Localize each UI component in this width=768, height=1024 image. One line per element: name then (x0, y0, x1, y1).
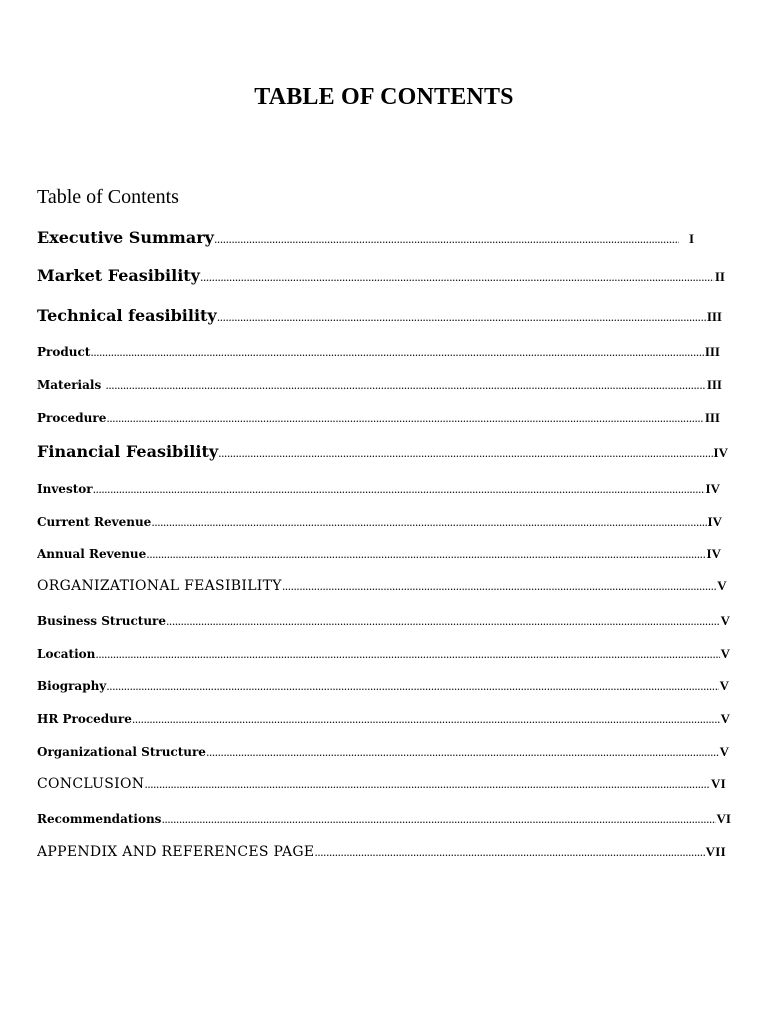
toc-entry-label: Investor (37, 482, 93, 496)
toc-entry-market-feasibility[interactable] (37, 266, 725, 290)
toc-entry-label: Executive Summary (37, 228, 214, 247)
toc-entry-annual-revenue[interactable] (37, 546, 721, 570)
toc-dot-leader (90, 346, 703, 359)
toc-page-number: V (719, 678, 729, 693)
toc-page-number: III (706, 377, 722, 392)
toc-entry-procedure[interactable] (37, 410, 720, 434)
toc-entry-label: HR Procedure (37, 712, 132, 726)
toc-dot-leader (146, 548, 705, 561)
toc-entry-investor[interactable] (37, 481, 720, 505)
toc-entry-product[interactable] (37, 344, 720, 368)
toc-page-number: III (704, 410, 720, 425)
toc-dot-leader (144, 778, 710, 791)
toc-dot-leader (166, 615, 720, 628)
toc-page-number: IV (707, 514, 722, 529)
toc-page-number: V (720, 646, 730, 661)
toc-page-number: VI (710, 776, 726, 791)
toc-entry-label: Location (37, 647, 96, 661)
toc-page-number: I (688, 231, 694, 246)
toc-entry-label: Materials (37, 378, 106, 392)
toc-dot-leader (106, 680, 718, 693)
toc-dot-leader (151, 516, 706, 529)
toc-subtitle: Table of Contents (37, 186, 179, 208)
toc-dot-leader (200, 271, 714, 284)
toc-page-number: IV (705, 481, 720, 496)
toc-page-number: VII (705, 844, 726, 859)
toc-dot-leader (93, 483, 705, 496)
page-title: TABLE OF CONTENTS (254, 84, 514, 110)
toc-entry-recommendations[interactable] (37, 811, 731, 835)
toc-entry-conclusion[interactable] (37, 776, 726, 800)
toc-entry-organizational-structure[interactable] (37, 744, 729, 768)
toc-page-number: V (720, 613, 730, 628)
toc-entry-label: Biography (37, 679, 107, 693)
toc-entry-appendix-and-references[interactable] (37, 844, 726, 868)
toc-entry-label: APPENDIX AND REFERENCES PAGE (37, 844, 315, 860)
toc-dot-leader (95, 648, 719, 661)
toc-dot-leader (132, 713, 720, 726)
toc-entry-label: Annual Revenue (37, 547, 147, 561)
toc-entry-hr-procedure[interactable] (37, 711, 730, 735)
toc-page-number: III (704, 344, 720, 359)
toc-entry-organizational-feasibility[interactable] (37, 578, 727, 602)
toc-page-number: V (719, 744, 729, 759)
toc-page-number: V (717, 578, 727, 593)
toc-page-number: III (706, 309, 722, 324)
toc-entry-materials[interactable] (37, 377, 722, 401)
toc-entry-label: Procedure (37, 411, 107, 425)
toc-entry-label: Current Revenue (37, 515, 152, 529)
toc-page-number: IV (706, 546, 721, 561)
toc-entry-label: Business Structure (37, 614, 167, 628)
toc-page-number: V (720, 711, 730, 726)
toc-dot-leader (282, 580, 716, 593)
toc-dot-leader (105, 379, 705, 392)
toc-page-number: VI (716, 811, 731, 826)
toc-entry-label: CONCLUSION (37, 776, 145, 792)
toc-entry-executive-summary[interactable] (37, 228, 694, 252)
toc-entry-label: Organizational Structure (37, 745, 206, 759)
toc-dot-leader (217, 311, 706, 324)
toc-entry-label: Market Feasibility (37, 266, 200, 285)
toc-dot-leader (218, 447, 712, 460)
toc-dot-leader (161, 813, 715, 826)
toc-entry-current-revenue[interactable] (37, 514, 722, 538)
toc-entry-label: Product (37, 345, 91, 359)
toc-entry-location[interactable] (37, 646, 730, 670)
toc-entry-label: Financial Feasibility (37, 442, 219, 461)
toc-dot-leader (106, 412, 703, 425)
toc-entry-business-structure[interactable] (37, 613, 730, 637)
toc-entry-technical-feasibility[interactable] (37, 306, 722, 330)
toc-dot-leader (214, 233, 679, 246)
toc-entry-label: Recommendations (37, 812, 162, 826)
toc-page-number: IV (713, 445, 728, 460)
toc-entry-biography[interactable] (37, 678, 729, 702)
toc-entry-label: ORGANIZATIONAL FEASIBILITY (37, 578, 282, 594)
toc-dot-leader (314, 846, 704, 859)
toc-entry-financial-feasibility[interactable] (37, 442, 728, 466)
toc-entry-label: Technical feasibility (37, 306, 217, 325)
toc-page-number: II (714, 269, 725, 284)
toc-dot-leader (206, 746, 719, 759)
